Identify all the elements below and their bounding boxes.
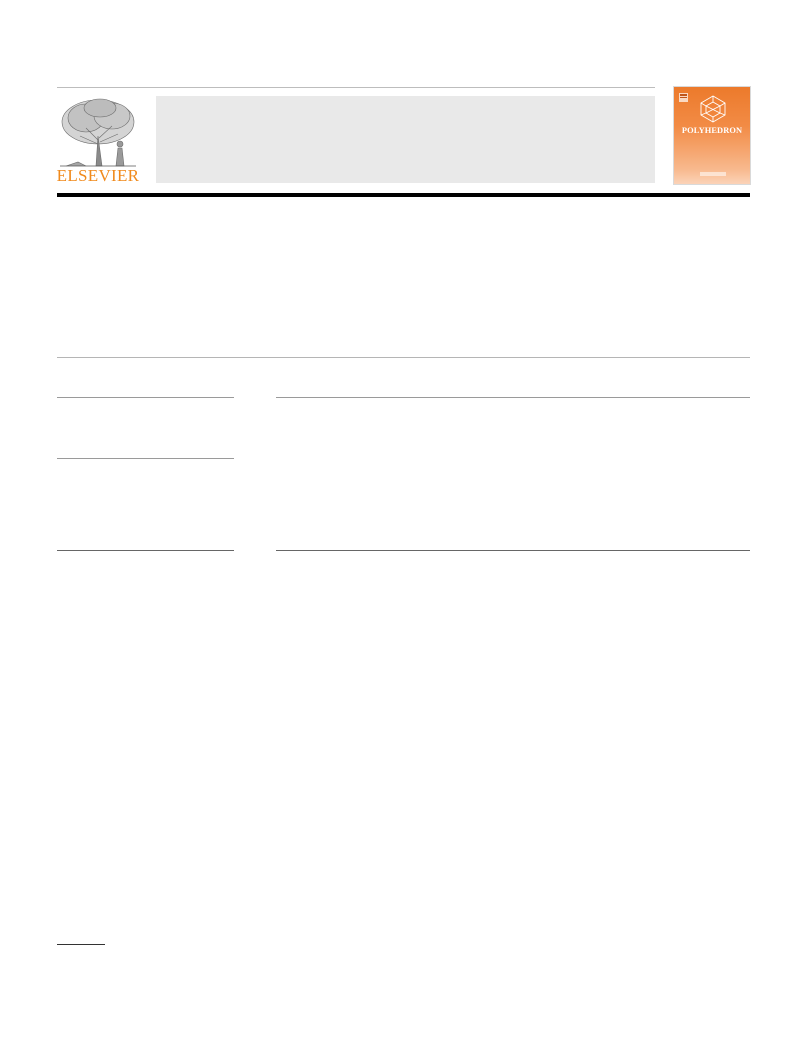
footnote-rule [57, 944, 105, 945]
journal-cover-title: POLYHEDRON [681, 126, 743, 135]
cover-tag-icon [679, 93, 688, 102]
abstract-top-rule [276, 397, 750, 398]
journal-cover-image[interactable] [674, 87, 750, 184]
polyhedron-icon [698, 94, 728, 124]
keywords-rule [57, 458, 234, 459]
header-top-rule [57, 87, 655, 88]
article-info-top-rule [57, 357, 750, 358]
journal-banner [156, 96, 655, 183]
publisher-logo[interactable] [56, 96, 140, 188]
publisher-logo-text: ELSEVIER [56, 166, 140, 185]
tree-logo-icon [56, 96, 140, 168]
article-info-bottom-rule [57, 550, 234, 551]
article-info-rule [57, 397, 234, 398]
abstract-bottom-rule [276, 550, 750, 551]
header-thick-rule [57, 193, 750, 197]
cover-publisher-mark [700, 171, 726, 177]
